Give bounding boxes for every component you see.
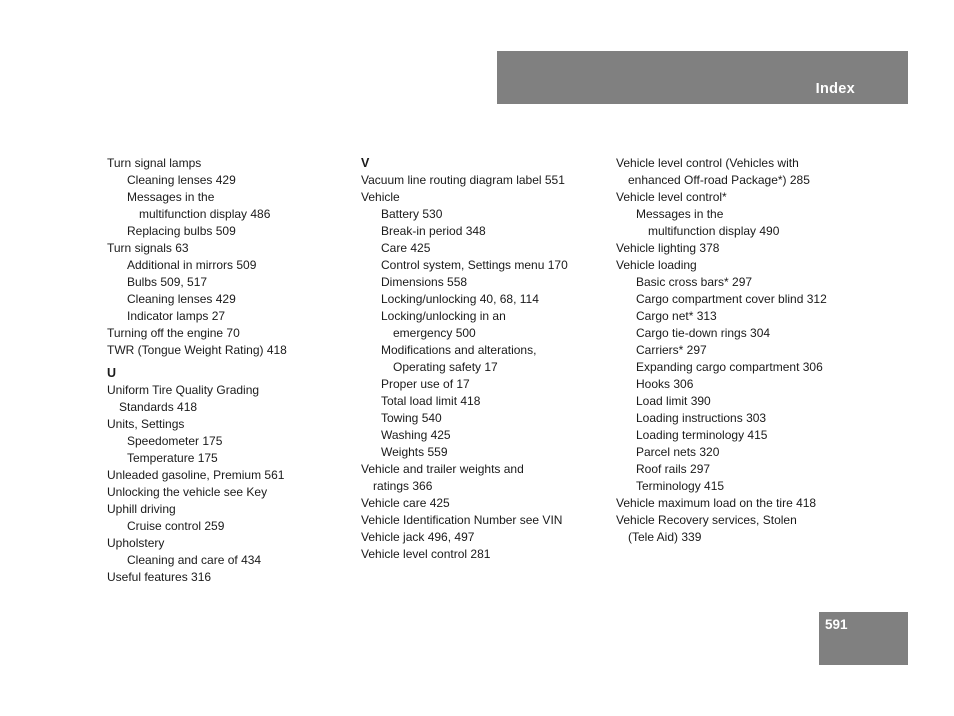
index-entry: Terminology 415 xyxy=(636,479,725,493)
index-entry: ratings 366 xyxy=(373,479,433,493)
index-entry: (Tele Aid) 339 xyxy=(628,530,702,544)
index-entry: Total load limit 418 xyxy=(381,394,481,408)
index-entry: Weights 559 xyxy=(381,445,448,459)
index-entry: Loading instructions 303 xyxy=(636,411,767,425)
index-entry: multifunction display 490 xyxy=(648,224,780,238)
index-entry: Cruise control 259 xyxy=(127,519,225,533)
page-title: Index xyxy=(815,81,855,97)
index-entry: Turning off the engine 70 xyxy=(107,326,240,340)
index-section-letter: V xyxy=(361,156,370,170)
index-entry: Indicator lamps 27 xyxy=(127,309,226,323)
page-number-box xyxy=(819,612,908,665)
index-entry: Cleaning lenses 429 xyxy=(127,292,236,306)
index-entry: Control system, Settings menu 170 xyxy=(381,258,568,272)
header-bar xyxy=(497,51,908,104)
index-entry: Cargo net* 313 xyxy=(636,309,717,323)
index-entry: Upholstery xyxy=(107,536,165,550)
index-entry: Expanding cargo compartment 306 xyxy=(636,360,823,374)
index-entry: Battery 530 xyxy=(381,207,443,221)
index-entry: enhanced Off-road Package*) 285 xyxy=(628,173,810,187)
index-entry: Hooks 306 xyxy=(636,377,694,391)
index-entry: Care 425 xyxy=(381,241,431,255)
index-entry: Dimensions 558 xyxy=(381,275,468,289)
index-entry: Vehicle level control 281 xyxy=(361,547,491,561)
index-entry: Uphill driving xyxy=(107,502,176,516)
page-number: 591 xyxy=(825,617,848,632)
index-entry: Towing 540 xyxy=(381,411,442,425)
index-column-2 xyxy=(361,155,606,563)
index-entry: Units, Settings xyxy=(107,417,185,431)
index-entry: Load limit 390 xyxy=(636,394,711,408)
index-entry: Vehicle Identification Number see VIN xyxy=(361,513,563,527)
index-entry: Cargo compartment cover blind 312 xyxy=(636,292,827,306)
index-entry: Vacuum line routing diagram label 551 xyxy=(361,173,565,187)
index-entry: Proper use of 17 xyxy=(381,377,470,391)
index-entry: Messages in the xyxy=(636,207,724,221)
index-entry: Unleaded gasoline, Premium 561 xyxy=(107,468,285,482)
index-entry: Carriers* 297 xyxy=(636,343,707,357)
index-entry: Operating safety 17 xyxy=(393,360,498,374)
index-entry: Locking/unlocking in an xyxy=(381,309,506,323)
index-entry: Cargo tie-down rings 304 xyxy=(636,326,771,340)
index-entry: Vehicle and trailer weights and xyxy=(361,462,524,476)
index-entry: multifunction display 486 xyxy=(139,207,271,221)
index-column-3 xyxy=(616,155,886,546)
index-entry: Messages in the xyxy=(127,190,215,204)
index-entry: Bulbs 509, 517 xyxy=(127,275,208,289)
index-entry: Basic cross bars* 297 xyxy=(636,275,753,289)
index-entry: Vehicle lighting 378 xyxy=(616,241,720,255)
index-entry: Turn signals 63 xyxy=(107,241,189,255)
index-entry: Speedometer 175 xyxy=(127,434,223,448)
index-entry: Additional in mirrors 509 xyxy=(127,258,257,272)
index-entry: Modifications and alterations, xyxy=(381,343,537,357)
index-entry: Turn signal lamps xyxy=(107,156,202,170)
index-entry: Vehicle maximum load on the tire 418 xyxy=(616,496,817,510)
index-entry: Vehicle Recovery services, Stolen xyxy=(616,513,797,527)
index-entry: Temperature 175 xyxy=(127,451,218,465)
index-entry: Replacing bulbs 509 xyxy=(127,224,236,238)
index-entry: Roof rails 297 xyxy=(636,462,711,476)
index-entry: TWR (Tongue Weight Rating) 418 xyxy=(107,343,287,357)
index-entry: Locking/unlocking 40, 68, 114 xyxy=(381,292,539,306)
index-entry: Standards 418 xyxy=(119,400,198,414)
index-entry: Vehicle level control* xyxy=(616,190,727,204)
index-entry: Vehicle level control (Vehicles with xyxy=(616,156,799,170)
index-entry: emergency 500 xyxy=(393,326,476,340)
index-entry: Vehicle jack 496, 497 xyxy=(361,530,475,544)
index-entry: Cleaning and care of 434 xyxy=(127,553,262,567)
index-entry: Vehicle care 425 xyxy=(361,496,450,510)
index-entry: Vehicle loading xyxy=(616,258,697,272)
index-entry: Vehicle xyxy=(361,190,400,204)
index-entry: Useful features 316 xyxy=(107,570,212,584)
index-entry: Break-in period 348 xyxy=(381,224,486,238)
index-section-letter: U xyxy=(107,366,117,380)
index-column-1 xyxy=(107,155,347,586)
index-entry: Washing 425 xyxy=(381,428,451,442)
index-entry: Parcel nets 320 xyxy=(636,445,720,459)
index-entry: Unlocking the vehicle see Key xyxy=(107,485,268,499)
index-entry: Loading terminology 415 xyxy=(636,428,768,442)
index-entry: Cleaning lenses 429 xyxy=(127,173,236,187)
index-entry: Uniform Tire Quality Grading xyxy=(107,383,260,397)
